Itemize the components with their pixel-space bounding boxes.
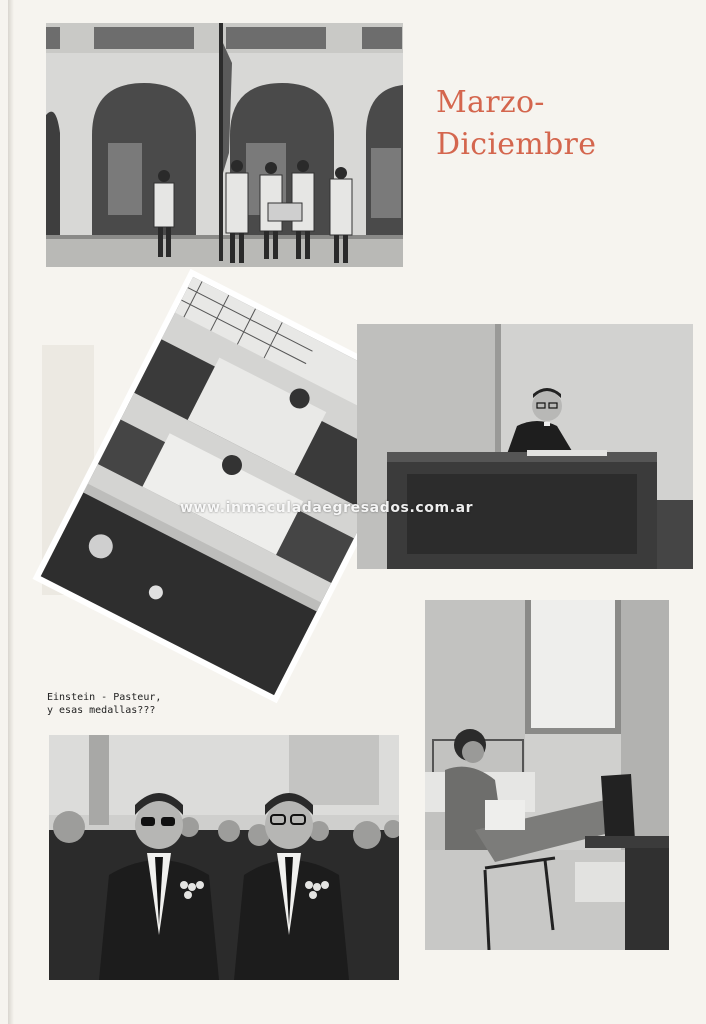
photo-courtyard-flag-ceremony: [46, 23, 403, 267]
page-binding-edge: [8, 0, 14, 1024]
heading-line-2: Diciembre: [436, 127, 597, 162]
photo-caption: [47, 691, 161, 717]
website-watermark: www.inmaculadaegresados.com.ar: [180, 500, 474, 516]
caption-line-1: Einstein - Pasteur,: [47, 692, 162, 703]
photo-student-reading: [425, 600, 669, 950]
photo-graduates-with-medals: [49, 735, 399, 980]
caption-line-2: y esas medallas???: [47, 705, 156, 716]
rotated-photo-frame: [72, 300, 392, 670]
photo-priest-at-lectern: [357, 324, 693, 569]
section-heading: [436, 82, 596, 166]
heading-line-1: Marzo-: [436, 85, 545, 120]
